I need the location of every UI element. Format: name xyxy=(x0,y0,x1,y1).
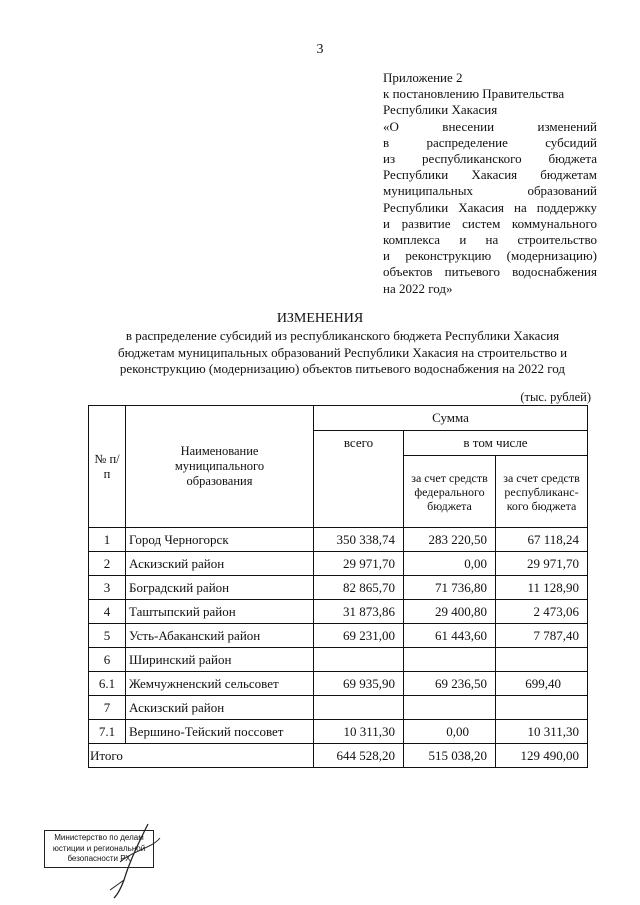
cell-total: 10 311,30 xyxy=(314,720,404,744)
cell-num: 7.1 xyxy=(89,720,126,744)
header-sum: Сумма xyxy=(314,406,588,431)
stamp-line: Министерство по делам xyxy=(54,833,144,842)
cell-num: 7 xyxy=(89,696,126,720)
header-name: Наименование муниципального образования xyxy=(126,406,314,528)
cell-total: 82 865,70 xyxy=(314,576,404,600)
table-row xyxy=(89,696,588,720)
cell-federal: 0,00 xyxy=(404,720,496,744)
appendix-line: объектов питьевого водоснабжения xyxy=(383,264,597,280)
cell-name: Таштыпский район xyxy=(126,600,314,624)
header-total: всего xyxy=(314,431,404,528)
cell-name: Боградский район xyxy=(126,576,314,600)
cell-total: 31 873,86 xyxy=(314,600,404,624)
cell-num: 4 xyxy=(89,600,126,624)
cell-federal: 0,00 xyxy=(404,552,496,576)
header-including: в том числе xyxy=(404,431,588,456)
total-sum: 644 528,20 xyxy=(314,744,404,768)
cell-num: 5 xyxy=(89,624,126,648)
document-subtitle xyxy=(80,328,605,378)
cell-name: Жемчужненский сельсовет xyxy=(126,672,314,696)
table-total-row xyxy=(89,744,588,768)
cell-republic: 11 128,90 xyxy=(496,576,588,600)
appendix-line: и развитие систем коммунального xyxy=(383,215,597,231)
table-row xyxy=(89,672,588,696)
appendix-line: к постановлению Правительства xyxy=(383,86,565,102)
cell-republic: 10 311,30 xyxy=(496,720,588,744)
cell-republic: 7 787,40 xyxy=(496,624,588,648)
subsidies-table xyxy=(88,405,588,768)
cell-federal: 69 236,50 xyxy=(404,672,496,696)
table-row xyxy=(89,624,588,648)
appendix-block xyxy=(383,70,597,297)
appendix-line: на 2022 год» xyxy=(383,280,453,296)
cell-total: 350 338,74 xyxy=(314,528,404,552)
cell-republic: 699,40 xyxy=(496,672,588,696)
cell-republic: 29 971,70 xyxy=(496,552,588,576)
subtitle-line: в распределение субсидий из республиканского бюджета Республики Хакасия xyxy=(125,328,560,343)
cell-num: 6.1 xyxy=(89,672,126,696)
total-federal: 515 038,20 xyxy=(404,744,496,768)
cell-total: 69 935,90 xyxy=(314,672,404,696)
cell-name: Город Черногорск xyxy=(126,528,314,552)
appendix-line: Приложение 2 xyxy=(383,70,463,85)
subtitle-line: реконструкцию (модернизацию) объектов питьевого водоснабжения на 2022 год xyxy=(119,361,566,376)
table-row xyxy=(89,552,588,576)
cell-total xyxy=(314,696,404,720)
cell-name: Ширинский район xyxy=(126,648,314,672)
cell-republic: 67 118,24 xyxy=(496,528,588,552)
appendix-line: муниципальных образований xyxy=(383,183,597,199)
cell-num: 1 xyxy=(89,528,126,552)
cell-name: Аскизский район xyxy=(126,696,314,720)
cell-num: 2 xyxy=(89,552,126,576)
header-federal: за счет средств федерального бюджета xyxy=(404,456,496,528)
cell-federal: 71 736,80 xyxy=(404,576,496,600)
cell-federal: 29 400,80 xyxy=(404,600,496,624)
total-label: Итого xyxy=(89,744,314,768)
cell-republic: 2 473,06 xyxy=(496,600,588,624)
table-row xyxy=(89,528,588,552)
appendix-line: Республики Хакасия бюджетам xyxy=(383,167,597,183)
appendix-line: Республики Хакасия на поддержку xyxy=(383,199,597,215)
units-label: (тыс. рублей) xyxy=(520,390,591,404)
stamp-line: безопасности РХ xyxy=(67,854,131,863)
cell-num: 6 xyxy=(89,648,126,672)
appendix-line: из республиканского бюджета xyxy=(383,151,597,167)
cell-total: 29 971,70 xyxy=(314,552,404,576)
table-row xyxy=(89,600,588,624)
table-row xyxy=(89,648,588,672)
cell-name: Вершино-Тейский поссовет xyxy=(126,720,314,744)
cell-total: 69 231,00 xyxy=(314,624,404,648)
appendix-line: «О внесении изменений xyxy=(383,118,597,134)
header-num: № п/п xyxy=(89,406,126,528)
appendix-line: в распределение субсидий xyxy=(383,134,597,150)
table-row xyxy=(89,720,588,744)
appendix-line: комплекса и на строительство xyxy=(383,232,597,248)
subtitle-line: бюджетам муниципальных образований Республики Хакасия на строительство и xyxy=(117,344,568,360)
appendix-line: и реконструкцию (модернизацию) xyxy=(383,248,597,264)
table-row xyxy=(89,576,588,600)
cell-name: Аскизский район xyxy=(126,552,314,576)
document-heading: ИЗМЕНЕНИЯ xyxy=(276,311,364,326)
cell-name: Усть-Абаканский район xyxy=(126,624,314,648)
cell-republic xyxy=(496,696,588,720)
cell-federal xyxy=(404,648,496,672)
header-republic: за счет средств республиканс-кого бюджета xyxy=(496,456,588,528)
cell-federal: 61 443,60 xyxy=(404,624,496,648)
appendix-line: Республики Хакасия xyxy=(383,102,498,118)
stamp-line: юстиции и региональной xyxy=(52,843,146,853)
cell-federal: 283 220,50 xyxy=(404,528,496,552)
total-republic: 129 490,00 xyxy=(496,744,588,768)
signature-mark xyxy=(90,820,170,900)
cell-num: 3 xyxy=(89,576,126,600)
cell-total xyxy=(314,648,404,672)
cell-federal xyxy=(404,696,496,720)
cell-republic xyxy=(496,648,588,672)
page-number: 3 xyxy=(316,42,324,57)
